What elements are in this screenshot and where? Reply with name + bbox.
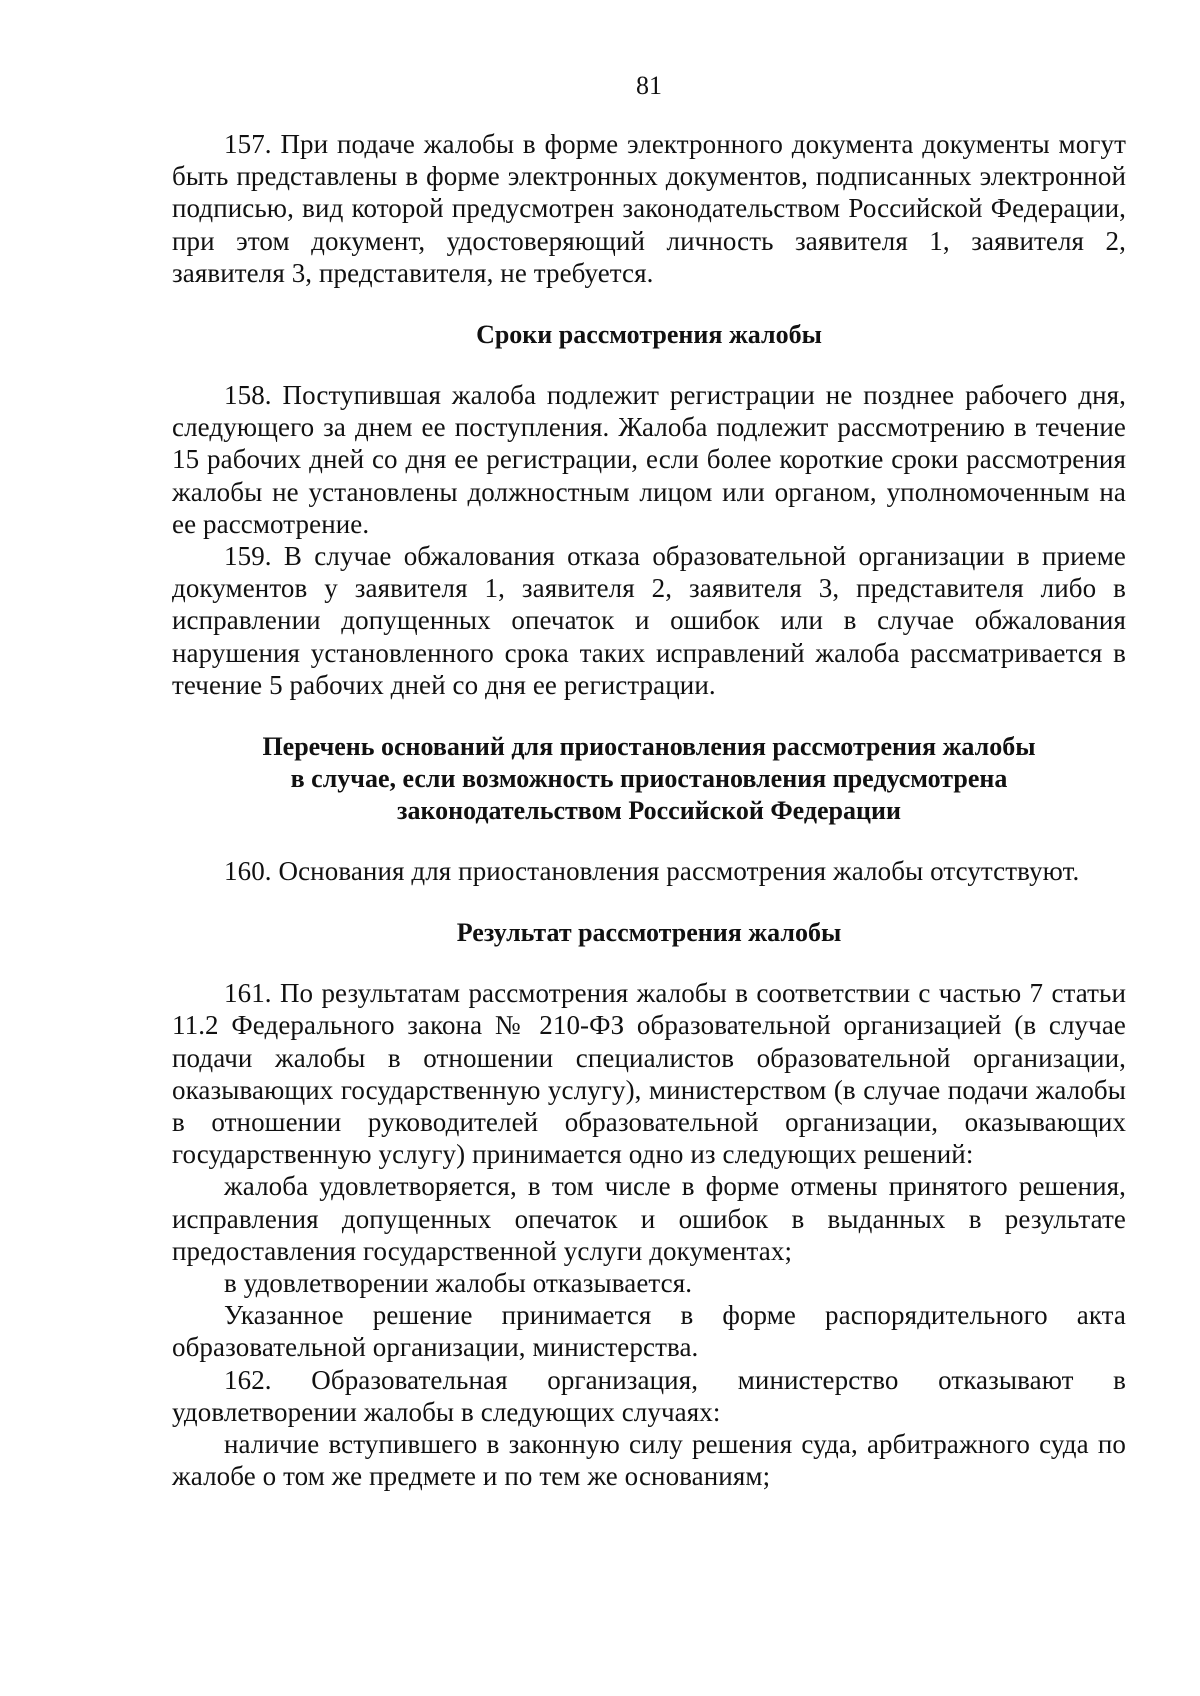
paragraph-161: 161. По результатам рассмотрения жалобы в соответствии с частью 7 статьи 11.2 Федерального закона № 210-ФЗ образовательной организацией (в случае подачи жалобы в отношении специалистов образовательной организации, оказывающих государственную услугу), министерством (в случае подачи жалобы в отношении руководителей образовательной организации, оказывающих государственную услугу) принимается одно из следующих решений: [172,978,1126,1170]
paragraph-162: 162. Образовательная организация, министерство отказывают в удовлетворении жалобы в следующих случаях: [172,1364,1126,1427]
document-page [172,0,1126,1696]
paragraph-159: 159. В случае обжалования отказа образовательной организации в приеме документов у заявителя 1, заявителя 2, заявителя 3, представителя либо в исправлении допущенных опечаток и ошибок или в случае обжалования нарушения установленного срока таких исправлений жалоба рассматривается в течение 5 рабочих дней со дня ее регистрации. [172,541,1126,700]
heading-line: в случае, если возможность приостановления предусмотрена [290,764,1008,794]
paragraph-160: 160. Основания для приостановления рассмотрения жалобы отсутствуют. [224,856,1080,887]
page-number: 81 [636,71,662,100]
paragraph-157: 157. При подаче жалобы в форме электронного документа документы могут быть представлены в форме электронных документов, подписанных электронной подписью, вид которой предусмотрен законодательством Российской Федерации, при этом документ, удостоверяющий личность заявителя 1, заявителя 2, заявителя 3, представителя, не требуется. [172,129,1126,288]
paragraph-court-decision: наличие вступившего в законную силу решения суда, арбитражного суда по жалобе о том же предмете и по тем же основаниям; [172,1429,1126,1492]
heading-review-deadlines: Сроки рассмотрения жалобы [476,320,822,350]
heading-suspension-grounds [172,731,1126,827]
paragraph-decision-form: Указанное решение принимается в форме распорядительного акта образовательной организации, министерства. [172,1300,1126,1363]
paragraph-158: 158. Поступившая жалоба подлежит регистрации не позднее рабочего дня, следующего за днем ее поступления. Жалоба подлежит рассмотрению в течение 15 рабочих дней со дня ее регистрации, если более короткие сроки рассмотрения жалобы не установлены должностным лицом или органом, уполномоченным на ее рассмотрение. [172,380,1126,539]
document-body [172,128,1126,1493]
heading-line: Перечень оснований для приостановления рассмотрения жалобы [262,732,1036,762]
heading-review-result: Результат рассмотрения жалобы [456,918,842,948]
paragraph-complaint-refused: в удовлетворении жалобы отказывается. [224,1268,693,1299]
paragraph-complaint-satisfied: жалоба удовлетворяется, в том числе в форме отмены принятого решения, исправления допущенных опечаток и ошибок в выданных в результате предоставления государственной услуги документах; [172,1171,1126,1266]
heading-line: законодательством Российской Федерации [397,796,901,826]
